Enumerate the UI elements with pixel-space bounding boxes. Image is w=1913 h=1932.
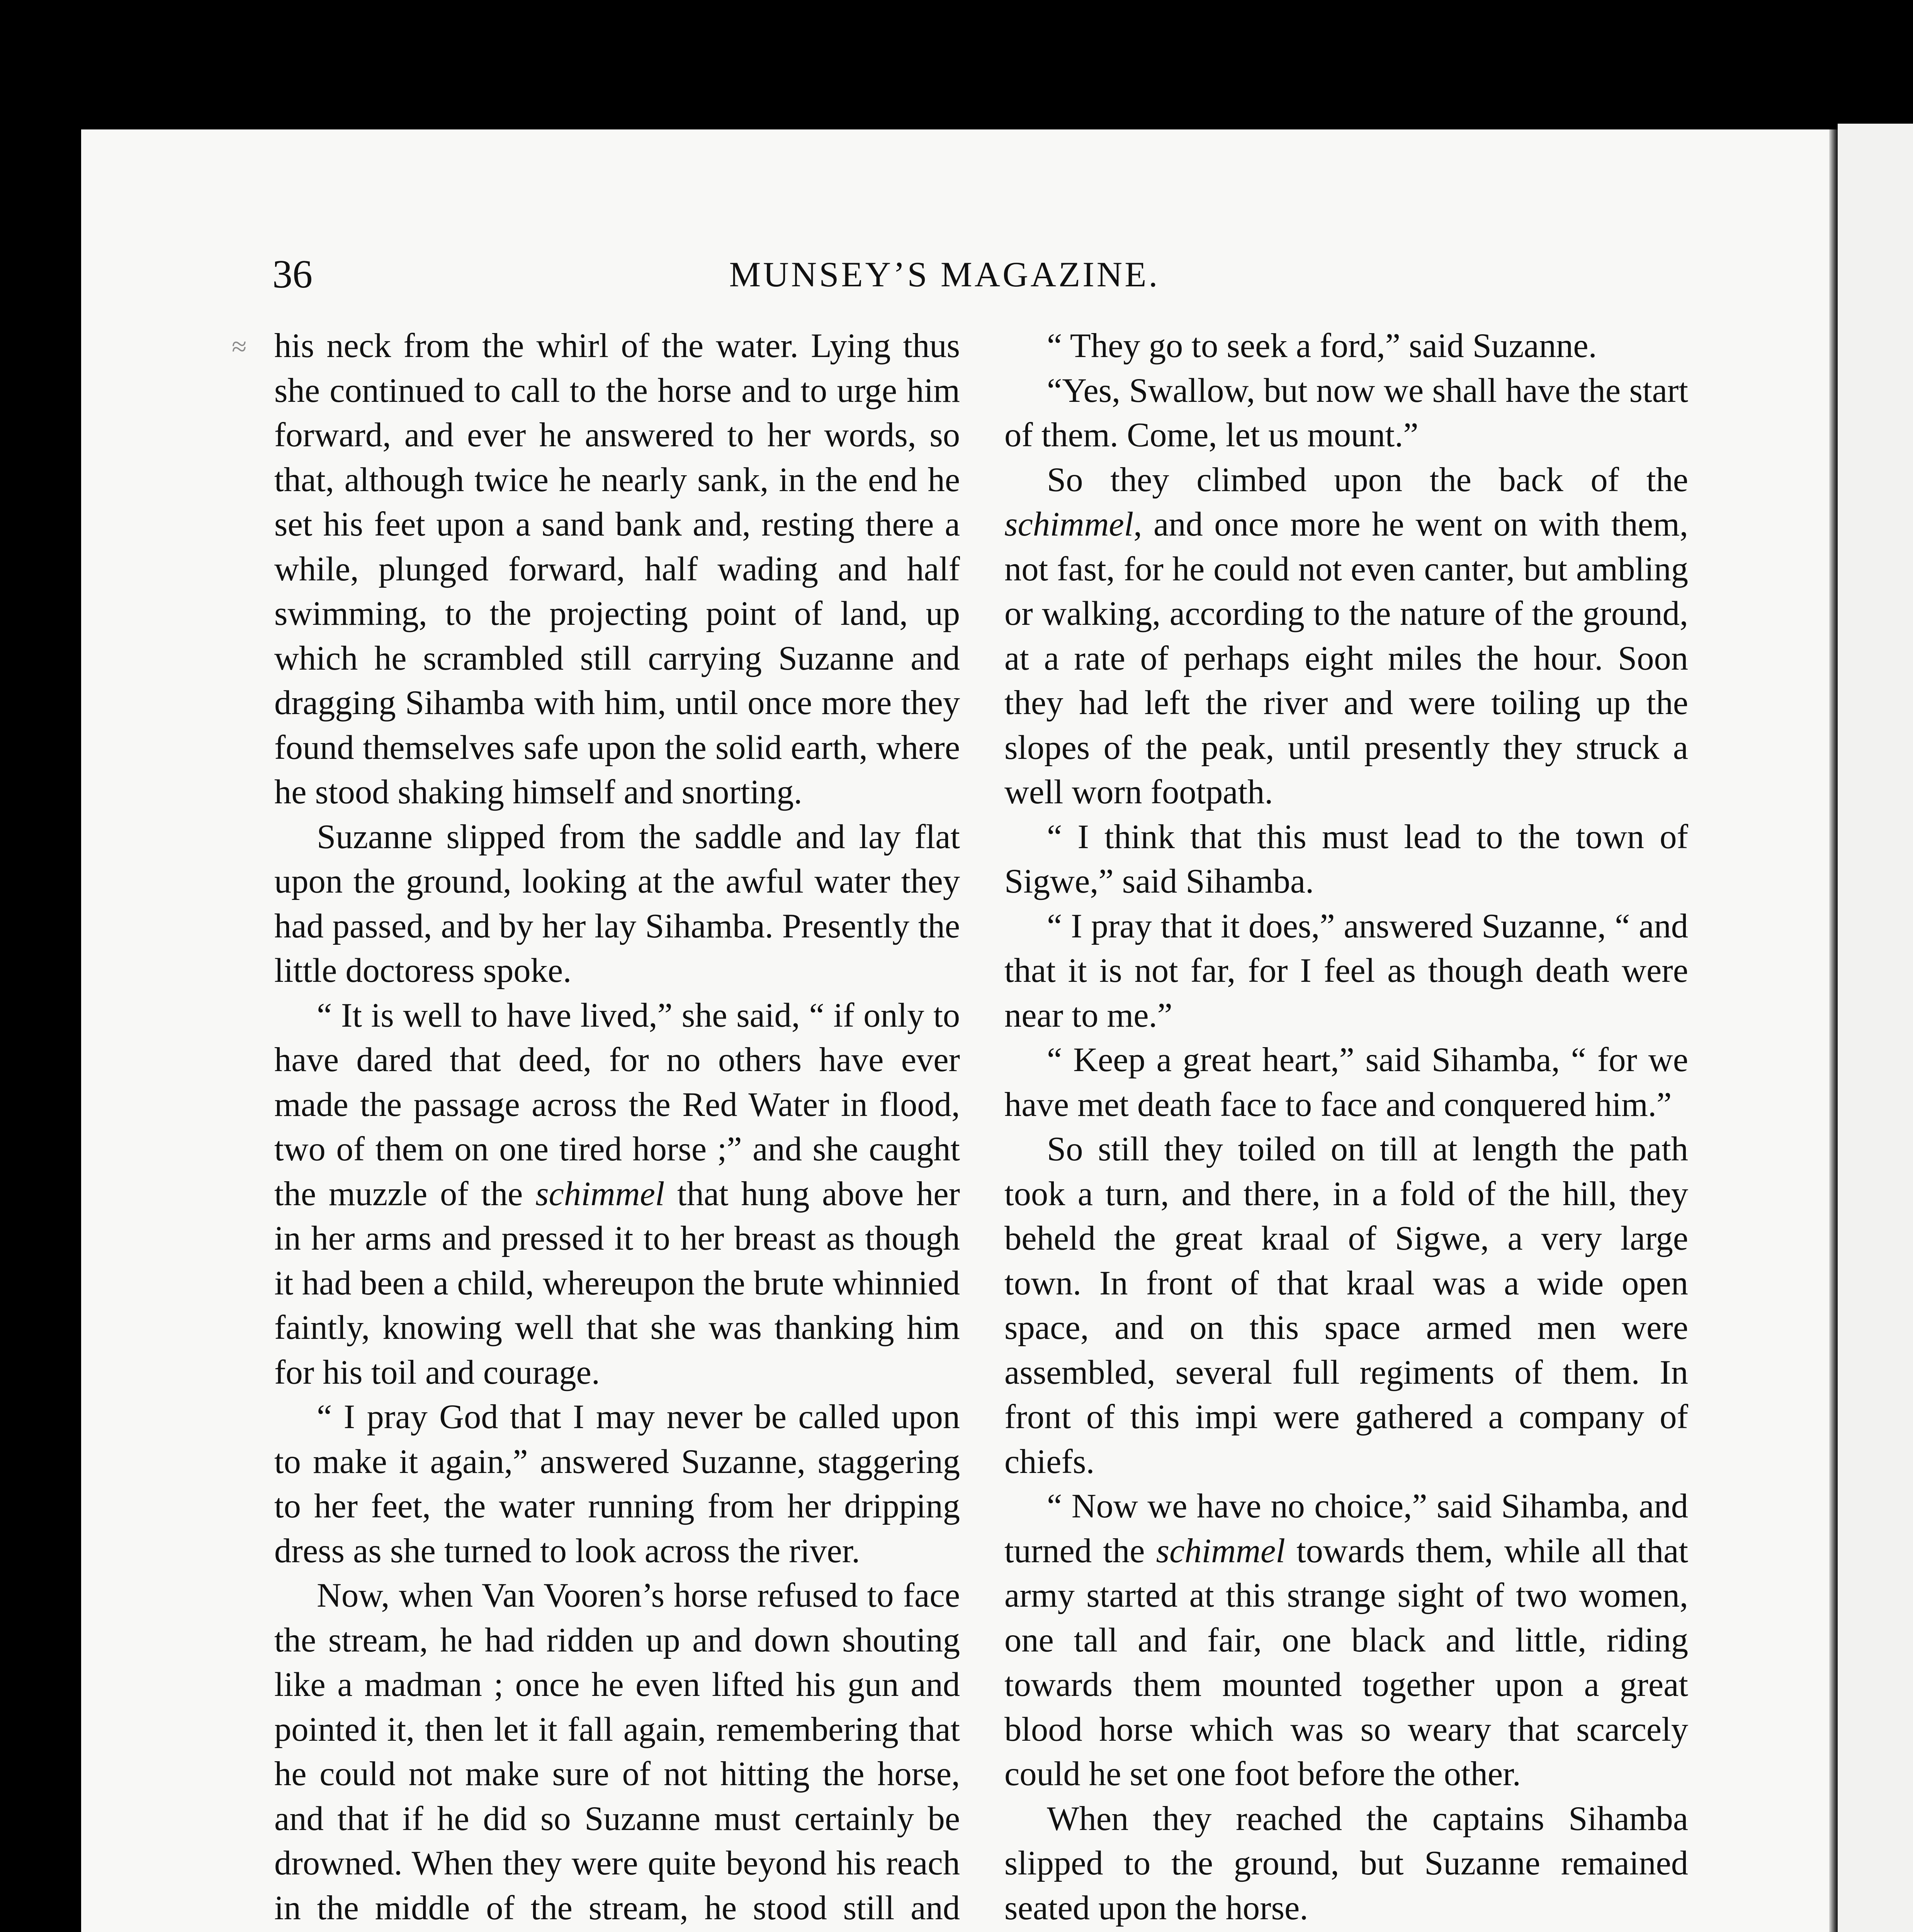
paragraph xyxy=(1004,1930,1688,1932)
paragraph: So they climbed upon the back of the schimmel, and once more he went on with them, not fast, for he could not even canter, but ambling or walking, according to the nature of the ground, at a rate of perhaps eight miles the hour. Soon they had left the river and were toiling up the slopes of the peak, until presently they struck a well worn footpath. xyxy=(1004,461,1688,811)
adjacent-page xyxy=(1838,124,1913,1932)
italic-word: schimmel xyxy=(535,1175,665,1213)
paragraph: “ They go to seek a ford,” said Suzanne. xyxy=(1047,327,1597,365)
paragraph: When they reached the captains Sihamba slipped to the ground, but Suzanne remained seated upon the horse. xyxy=(1004,1799,1688,1927)
paragraph: “ I pray that it does,” answered Suzanne, “ and that it is not far, for I feel as though death were near to me.” xyxy=(1004,907,1688,1034)
paragraph: Now, when Van Vooren’s horse refused to face the stream, he had ridden up and down shouting like a madman ; once he even lifted his gun and pointed it, then let it fall again, remembering that he could not make sure of not hitting the horse, and that if he did so Suzanne must certainly be drowned. When they were quite beyond his reach in the middle of the stream, he stood still and xyxy=(274,1577,960,1927)
paragraph: “ I pray God that I may never be called upon to make it again,” answered Suzanne, staggering to her feet, the water running from her dripping dress as she turned to look across the river. xyxy=(274,1398,960,1570)
page-number: 36 xyxy=(272,252,313,296)
page-gutter xyxy=(1829,129,1838,1932)
paragraph: “ It is well to have lived,” she said, “ if only to have dared that deed, for no others have ever made the passage across the Red Water in flood, two of them on one tired horse ;” and she caught the muzzle of the schimmel that hung above her in her arms and pressed it to her breast as though it had been a child, whereupon the brute whinnied faintly, knowing well that she was thanking him for his toil and courage. xyxy=(274,996,960,1391)
paragraph: “Yes, Swallow, but now we shall have the start of them. Come, let us mount.” xyxy=(1004,371,1688,454)
paragraph: “ Now we have no choice,” said Sihamba, and turned the schimmel towards them, while all that army started at this strange sight of two women, one tall and fair, one black and little, riding towards them mounted together upon a great blood horse which was so weary that scarcely could he set one foot before the other. xyxy=(1004,1487,1688,1793)
page-header xyxy=(272,251,1586,298)
paragraph: “ I think that this must lead to the town of Sigwe,” said Sihamba. xyxy=(1004,818,1688,900)
paragraph: “ Keep a great heart,” said Sihamba, “ for we have met death face to face and conquered him.” xyxy=(1004,1041,1688,1124)
italic-word: schimmel xyxy=(1004,505,1134,543)
running-head: MUNSEY’S MAGAZINE. xyxy=(729,255,1160,294)
italic-word: schimmel xyxy=(1156,1532,1285,1570)
paragraph: So still they toiled on till at length the path took a turn, and there, in a fold of the hill, they beheld the great kraal of Sigwe, a very large town. In front of that kraal was a wide open space, and on this space armed men were assembled, several full regiments of them. In front of this impi were gathered a company of chiefs. xyxy=(1004,1130,1688,1481)
paragraph: his neck from the whirl of the water. Lying thus she continued to call to the horse and to urge him forward, and ever he answered to her words, so that, although twice he nearly sank, in the end he set his feet upon a sand bank and, resting there a while, plunged forward, half wading and half swimming, to the projecting point of land, up which he scrambled still carrying Suzanne and dragging Sihamba with him, until once more they found themselves safe upon the solid earth, where he stood shaking himself and snorting. xyxy=(274,327,960,811)
left-column xyxy=(274,324,960,1932)
margin-mark: ≈ xyxy=(232,332,247,362)
paragraph: Suzanne slipped from the saddle and lay flat upon the ground, looking at the awful water they had passed, and by her lay Sihamba. Presently the little doctoress spoke. xyxy=(274,818,960,990)
right-column xyxy=(1004,324,1688,1932)
